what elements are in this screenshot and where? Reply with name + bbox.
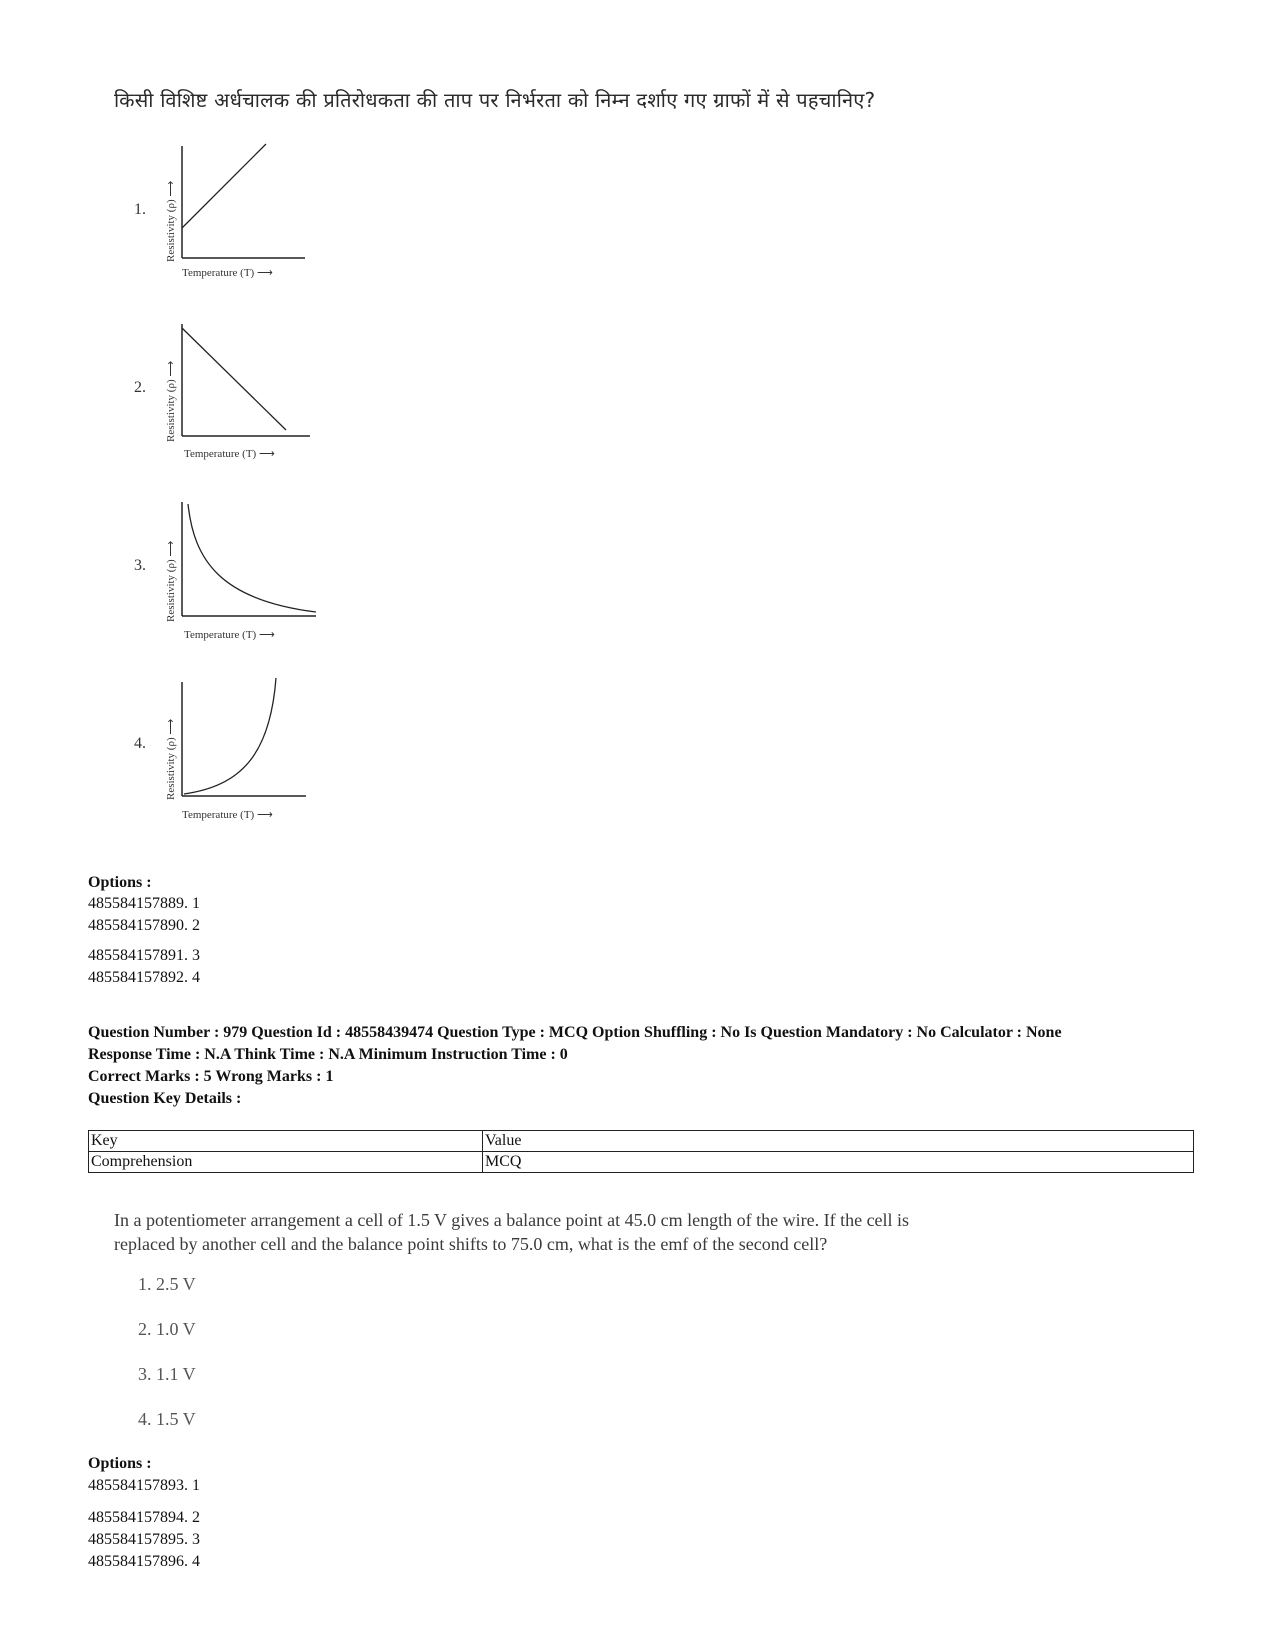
graph-number: 2. xyxy=(134,379,146,396)
question-meta-line: Correct Marks : 5 Wrong Marks : 1 xyxy=(88,1068,334,1085)
choice-item: 4. 1.5 V xyxy=(138,1409,196,1429)
graph-y-label: Resistivity (ρ) ⟶ xyxy=(165,540,177,622)
graph-x-label: Temperature (T) ⟶ xyxy=(184,629,275,641)
graph-number: 3. xyxy=(134,557,146,574)
table-header-key: Key xyxy=(89,1131,483,1152)
option-item[interactable]: 485584157892. 4 xyxy=(88,969,200,986)
option-item[interactable]: 485584157895. 3 xyxy=(88,1531,200,1548)
graph-1 xyxy=(130,142,340,302)
graph-x-label: Temperature (T) ⟶ xyxy=(184,448,275,460)
table-header-row xyxy=(89,1131,1194,1152)
graph-4 xyxy=(130,676,340,836)
options-heading: Options : xyxy=(88,874,152,891)
curve-exponential-growth xyxy=(184,678,276,794)
curve-exponential-decay xyxy=(188,504,316,612)
option-item[interactable]: 485584157896. 4 xyxy=(88,1553,200,1570)
choice-item: 3. 1.1 V xyxy=(138,1364,196,1384)
table-cell: Comprehension xyxy=(89,1152,483,1173)
option-item[interactable]: 485584157891. 3 xyxy=(88,947,200,964)
question-meta-line: Question Number : 979 Question Id : 48558439474 Question Type : MCQ Option Shuffling : No Is Question Mandatory : No Calculator : None xyxy=(88,1024,1062,1041)
graph-number: 4. xyxy=(134,735,146,752)
option-item[interactable]: 485584157893. 1 xyxy=(88,1477,200,1494)
options-heading: Options : xyxy=(88,1455,152,1472)
question-meta-line: Response Time : N.A Think Time : N.A Minimum Instruction Time : 0 xyxy=(88,1046,568,1063)
table-row xyxy=(89,1152,1194,1173)
choice-item: 2. 1.0 V xyxy=(138,1319,196,1339)
question-text-line: replaced by another cell and the balance point shifts to 75.0 cm, what is the emf of the second cell? xyxy=(114,1234,828,1254)
graph-2 xyxy=(130,322,340,482)
graph-y-label: Resistivity (ρ) ⟶ xyxy=(165,718,177,800)
option-item[interactable]: 485584157894. 2 xyxy=(88,1509,200,1526)
graph-y-label: Resistivity (ρ) ⟶ xyxy=(165,180,177,262)
question-text-line: In a potentiometer arrangement a cell of 1.5 V gives a balance point at 45.0 cm length of the wire. If the cell is xyxy=(114,1210,910,1230)
table-header-value: Value xyxy=(483,1131,1194,1152)
key-details-table xyxy=(88,1130,1194,1173)
graph-3 xyxy=(130,500,340,660)
choice-item: 1. 2.5 V xyxy=(138,1274,196,1294)
curve-linear-decreasing xyxy=(182,328,286,430)
table-cell: MCQ xyxy=(483,1152,1194,1173)
graph-y-label: Resistivity (ρ) ⟶ xyxy=(165,360,177,442)
option-item[interactable]: 485584157889. 1 xyxy=(88,895,200,912)
graph-x-label: Temperature (T) ⟶ xyxy=(182,809,273,821)
curve-linear-increasing xyxy=(182,144,266,228)
graph-number: 1. xyxy=(134,201,146,218)
key-details-heading: Question Key Details : xyxy=(88,1090,242,1107)
question-prompt-hindi: किसी विशिष्ट अर्धचालक की प्रतिरोधकता की ताप पर निर्भरता को निम्न दर्शाए गए ग्राफों में से पहचानिए? xyxy=(114,88,876,112)
option-item[interactable]: 485584157890. 2 xyxy=(88,917,200,934)
graph-x-label: Temperature (T) ⟶ xyxy=(182,267,273,279)
